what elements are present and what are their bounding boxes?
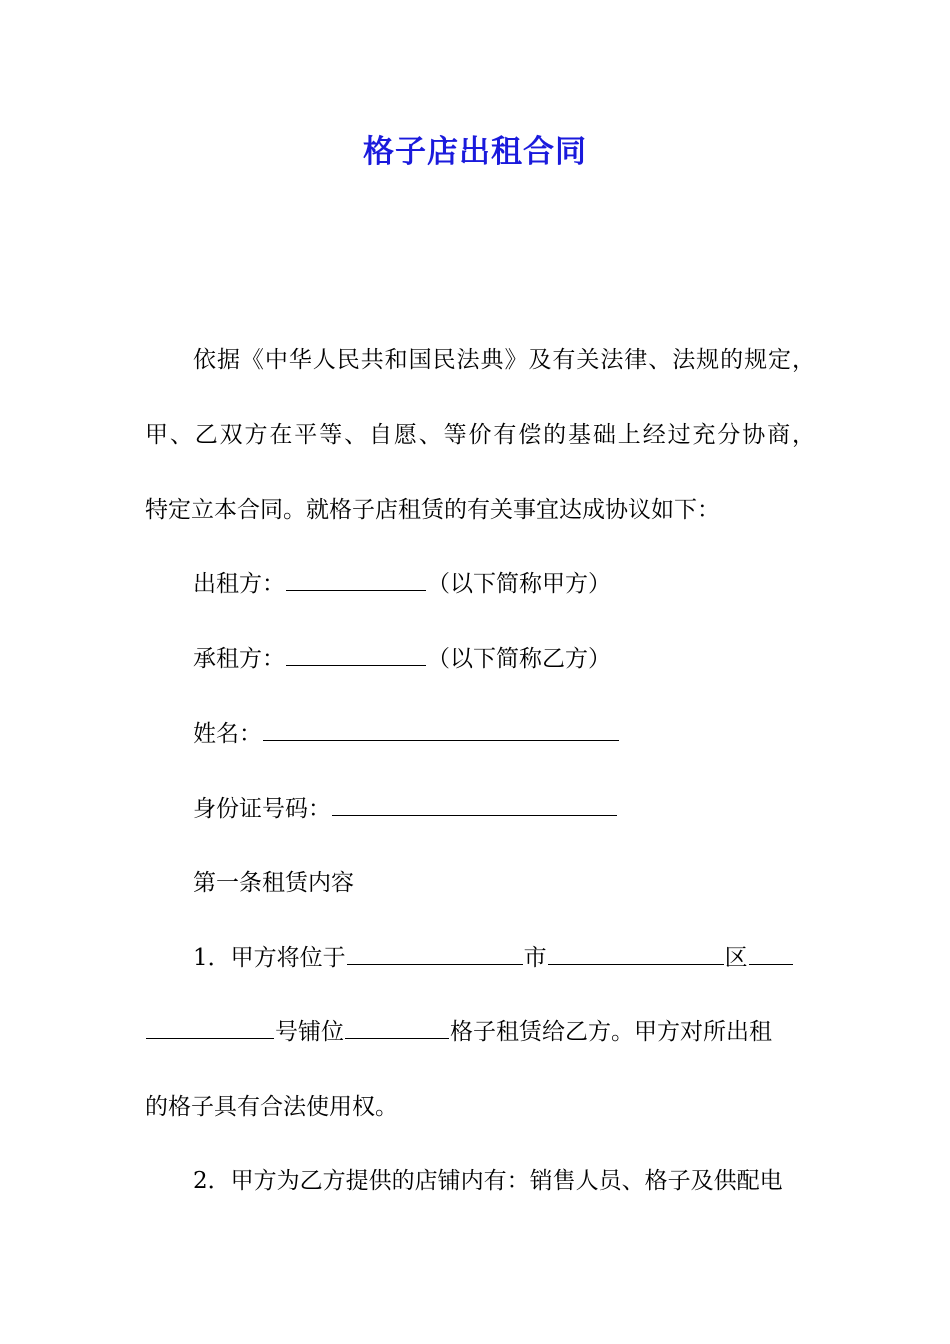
name-line [193, 714, 815, 754]
lessor-label: 出租方： [193, 571, 285, 597]
item1-lease: 格子租赁给乙方。甲方对所出租 [450, 1019, 772, 1045]
city-blank[interactable] [347, 942, 523, 965]
article1-item1-line3: 的格子具有合法使用权。 [145, 1094, 398, 1120]
district-blank[interactable] [548, 942, 724, 965]
street-blank[interactable] [749, 942, 793, 965]
preamble-line-2: 甲、乙双方在平等、自愿、等价有偿的基础上经过充分协商， [145, 422, 815, 448]
article1-item2-line1: 2．甲方为乙方提供的店铺内有：销售人员、格子及供配电 [193, 1168, 783, 1194]
article1-item1-line1 [193, 938, 815, 978]
name-label: 姓名： [193, 721, 262, 747]
lessee-blank[interactable] [286, 643, 426, 666]
id-label: 身份证号码： [193, 796, 331, 822]
stall-blank[interactable] [345, 1016, 449, 1039]
lessor-blank[interactable] [286, 568, 426, 591]
id-blank[interactable] [332, 793, 617, 816]
article1-heading: 第一条租赁内容 [193, 870, 354, 896]
lessor-note: （以下简称甲方） [427, 571, 611, 597]
preamble-line-1: 依据《中华人民共和国民法典》及有关法律、法规的规定， [193, 347, 815, 373]
lessee-line [193, 639, 815, 679]
number-blank[interactable] [146, 1016, 274, 1039]
item1-city: 市 [523, 945, 547, 971]
lessee-label: 承租方： [193, 646, 285, 672]
item1-district: 区 [724, 945, 748, 971]
name-blank[interactable] [263, 718, 619, 741]
lessee-note: （以下简称乙方） [427, 646, 611, 672]
item1-prefix: 1．甲方将位于 [193, 945, 346, 971]
item1-no: 号铺位 [275, 1019, 344, 1045]
lessor-line [193, 564, 815, 604]
document-title: 格子店出租合同 [363, 134, 587, 170]
id-line [193, 789, 815, 829]
article1-item1-line2 [145, 1012, 815, 1052]
preamble-line-3: 特定立本合同。就格子店租赁的有关事宜达成协议如下： [145, 497, 720, 523]
